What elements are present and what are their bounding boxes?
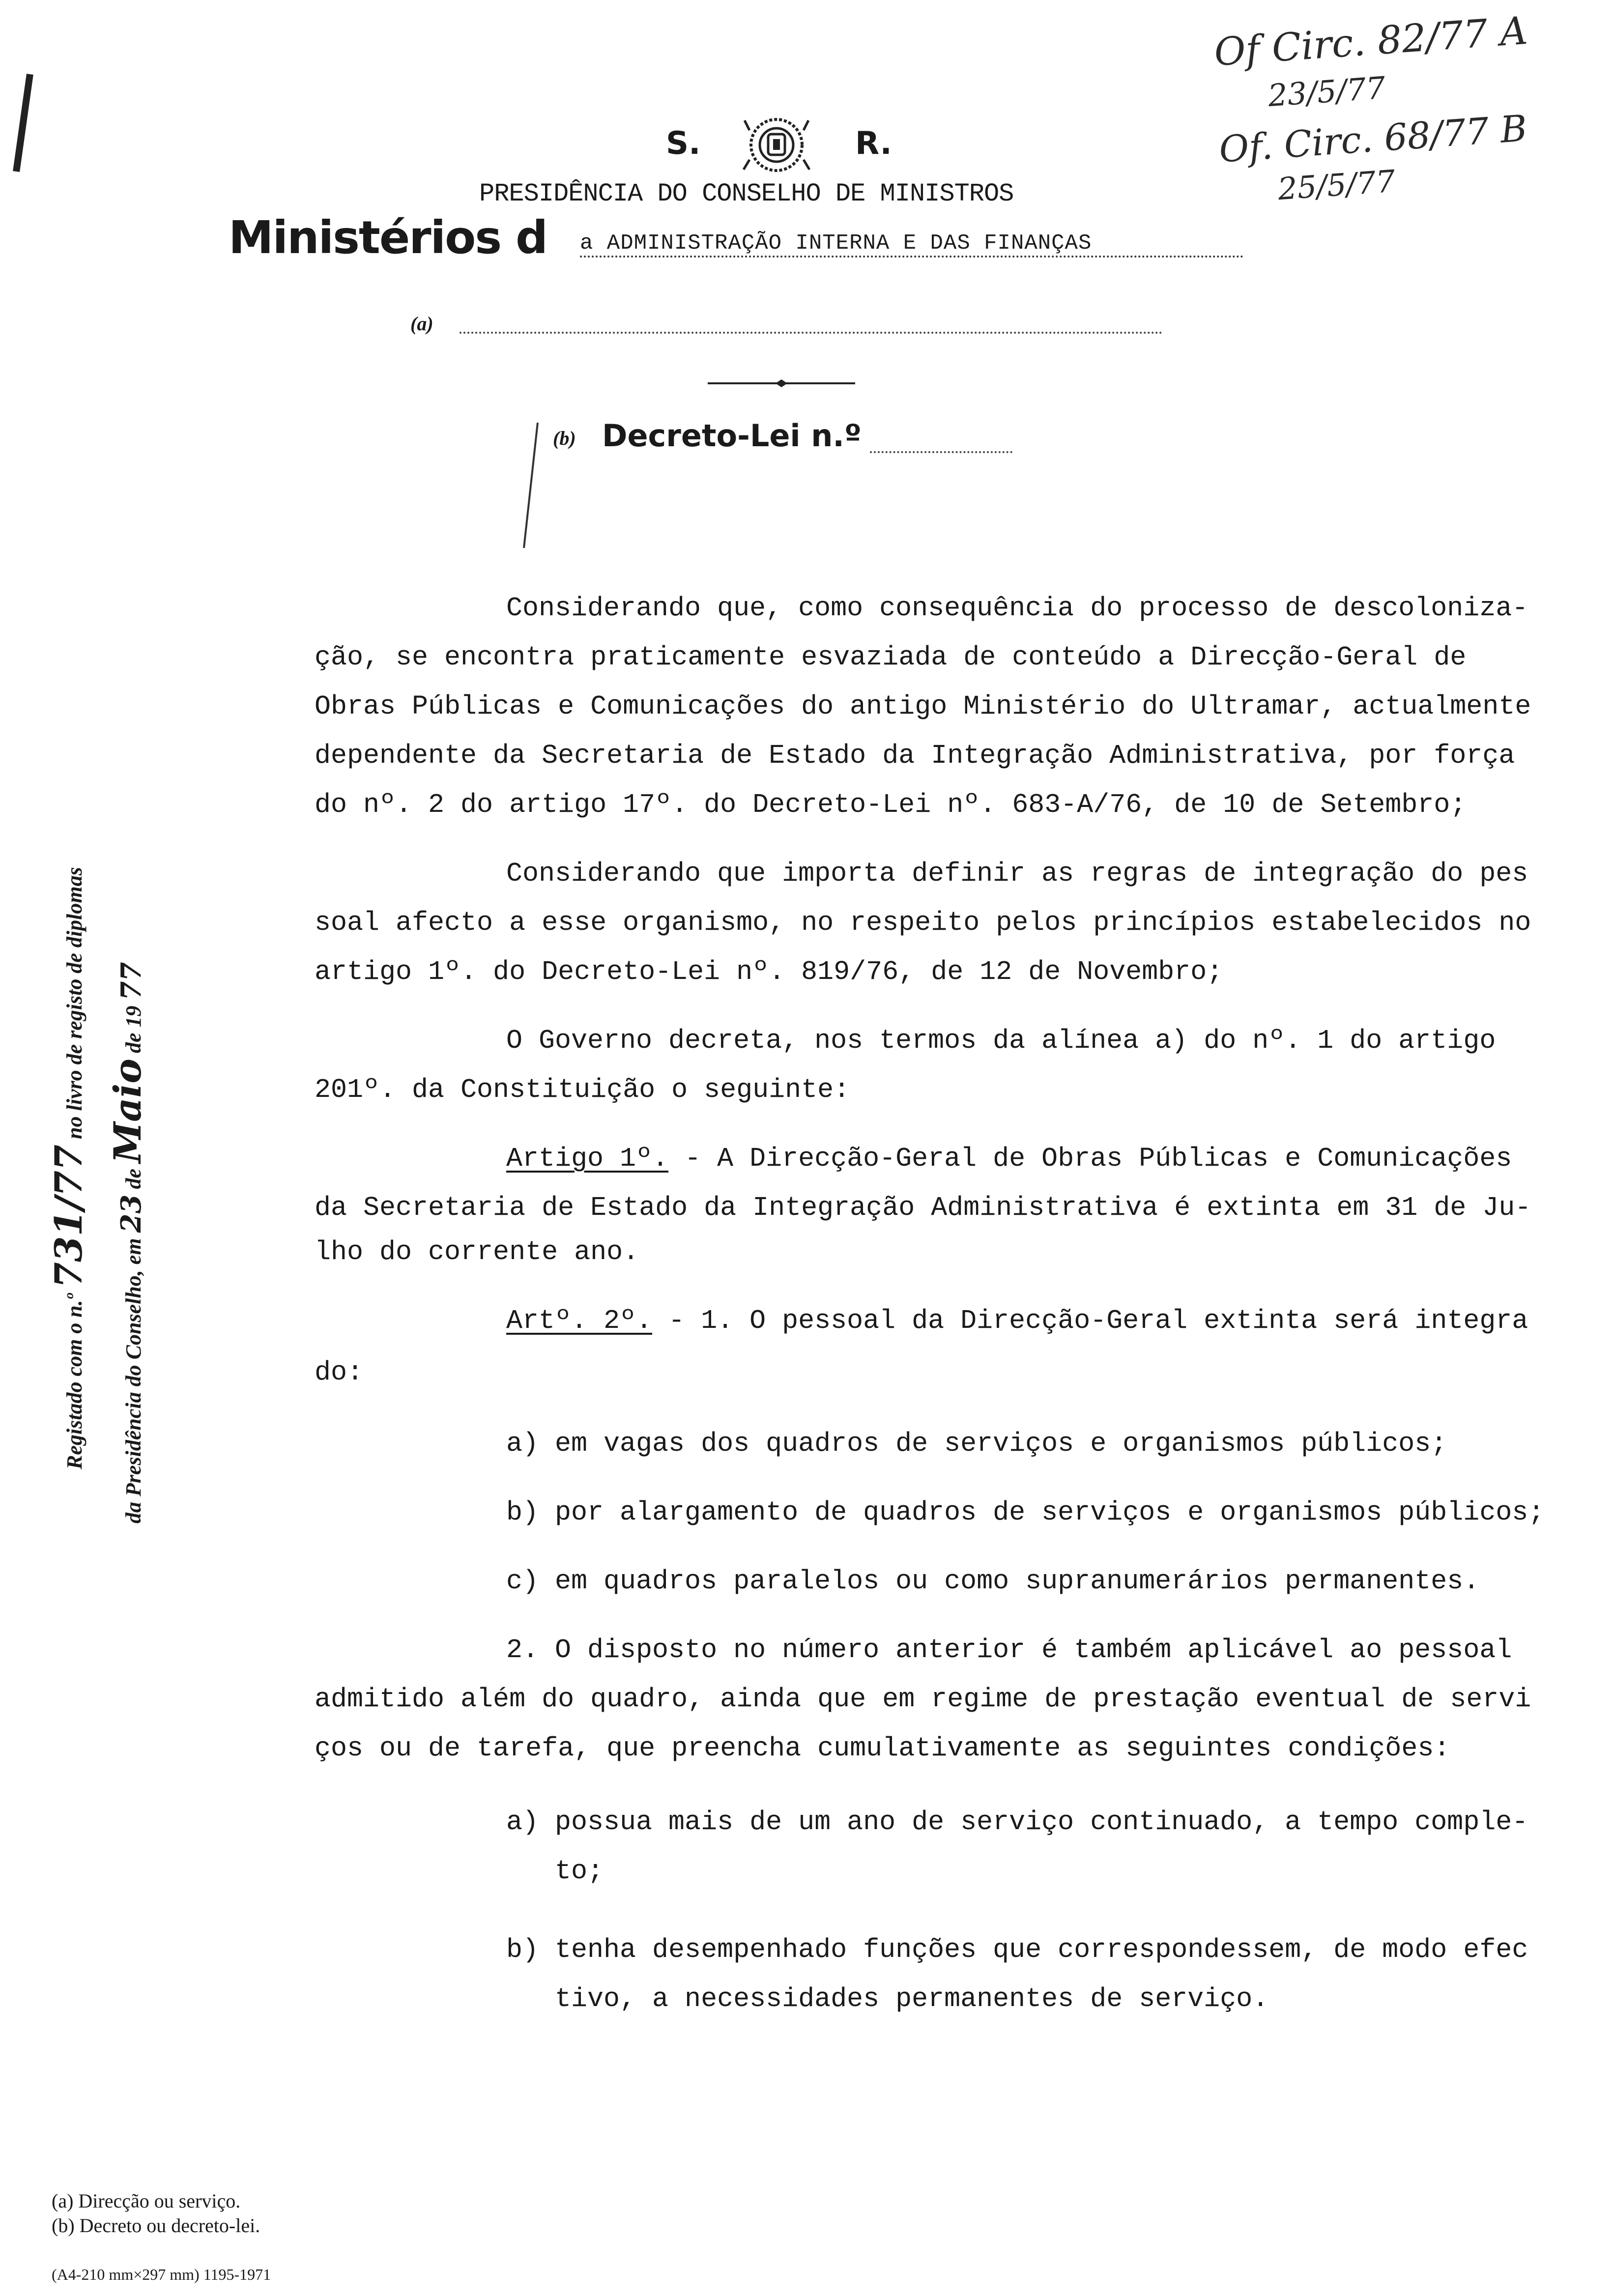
registration-month-handwritten: Maio	[106, 1059, 149, 1163]
para-n2-line1: 2. O disposto no número anterior é também aplicável ao pessoal	[506, 1635, 1512, 1665]
list2-item-b-line2: tivo, a necessidades permanentes de serviço.	[506, 1983, 1269, 2014]
handwritten-date-2: 25/5/77	[1276, 163, 1397, 207]
coat-of-arms-emblem	[740, 111, 813, 179]
footnote-a: (a) Direcção ou serviço.	[52, 2190, 241, 2212]
field-a-label: (a)	[410, 313, 433, 335]
registration-year-handwritten: 77	[115, 962, 147, 1001]
para3-line2: 201º. da Constituição o seguinte:	[315, 1074, 850, 1105]
para-n2-line2: admitido além do quadro, ainda que em regime de prestação eventual de servi	[315, 1684, 1531, 1715]
art1-line3: lho do corrente ano.	[315, 1236, 639, 1267]
letterhead-s: S.	[666, 125, 701, 162]
registration-number-handwritten: 731/77	[47, 1144, 90, 1289]
art2-line2: do:	[315, 1357, 364, 1388]
registration-note-line1	[47, 867, 90, 1469]
field-a-dotted-line	[460, 332, 1162, 334]
ornament-divider	[708, 378, 855, 388]
para2-line1: Considerando que importa definir as regras de integração do pes	[506, 858, 1528, 889]
edge-mark	[13, 74, 33, 172]
registration-text-4: de	[121, 1168, 145, 1189]
registration-text-5: de 19	[121, 1005, 145, 1054]
ministerios-fill: a ADMINISTRAÇÃO INTERNA E DAS FINANÇAS	[580, 231, 1243, 258]
handwritten-date-1: 23/5/77	[1267, 69, 1387, 114]
para2-line3: artigo 1º. do Decreto-Lei nº. 819/76, de 12 de Novembro;	[315, 956, 1223, 987]
art2-heading: Artº. 2º.	[506, 1305, 653, 1336]
list1-item-b: b) por alargamento de quadros de serviços e organismos públicos;	[506, 1497, 1545, 1528]
para1-line5: do nº. 2 do artigo 17º. do Decreto-Lei nº. 683-A/76, de 10 de Setembro;	[315, 789, 1467, 820]
letterhead-r: R.	[855, 125, 892, 162]
art2-text: - 1. O pessoal da Direcção-Geral extinta será integra	[652, 1305, 1528, 1336]
para-n2-line3: ços ou de tarefa, que preencha cumulativamente as seguintes condições:	[315, 1733, 1450, 1764]
para1-line1: Considerando que, como consequência do processo de descoloniza-	[506, 593, 1528, 624]
para2-line2: soal afecto a esse organismo, no respeito pelos princípios estabelecidos no	[315, 907, 1531, 938]
para1-line4: dependente da Secretaria de Estado da Integração Administrativa, por força	[315, 740, 1515, 771]
list1-item-a: a) em vagas dos quadros de serviços e organismos públicos;	[506, 1428, 1447, 1459]
art1-heading: Artigo 1º.	[506, 1143, 669, 1174]
decreto-bracket-mark	[521, 423, 541, 550]
list2-item-b-line1: b) tenha desempenhado funções que correspondessem, de modo efec	[506, 1934, 1528, 1965]
form-code: (A4-210 mm×297 mm) 1195-1971	[52, 2266, 271, 2283]
para1-line3: Obras Públicas e Comunicações do antigo Ministério do Ultramar, actualmente	[315, 691, 1531, 722]
art1-line1	[506, 1135, 1512, 1182]
para3-line1: O Governo decreta, nos termos da alínea a) do nº. 1 do artigo	[506, 1025, 1496, 1056]
decreto-label: Decreto-Lei n.º	[602, 418, 862, 454]
art2-line1	[506, 1297, 1528, 1345]
registration-text-3: da Presidência do Conselho, em	[121, 1238, 145, 1523]
handwritten-note-1: Of Circ. 82/77 A	[1212, 8, 1529, 75]
decreto-label-b: (b)	[553, 427, 576, 449]
footnote-b: (b) Decreto ou decreto-lei.	[52, 2214, 260, 2237]
decreto-number-dotted-line	[870, 451, 1012, 453]
list2-item-a-line1: a) possua mais de um ano de serviço continuado, a tempo comple-	[506, 1807, 1528, 1837]
para1-line2: ção, se encontra praticamente esvaziada de conteúdo a Direcção-Geral de	[315, 642, 1467, 673]
handwritten-note-2: Of. Circ. 68/77 B	[1217, 107, 1529, 171]
list1-item-c: c) em quadros paralelos ou como supranumerários permanentes.	[506, 1566, 1480, 1597]
art1-line2: da Secretaria de Estado da Integração Administrativa é extinta em 31 de Ju-	[315, 1192, 1531, 1223]
ministerios-label: Ministérios d	[229, 211, 547, 264]
registration-note-line2	[106, 962, 149, 1523]
presidencia-title: PRESIDÊNCIA DO CONSELHO DE MINISTROS	[479, 179, 1014, 208]
art1-text: - A Direcção-Geral de Obras Públicas e Comunicações	[668, 1143, 1512, 1174]
registration-text-2: no livro de registo de diplomas	[62, 867, 86, 1139]
registration-day-handwritten: 23	[115, 1194, 147, 1233]
registration-text-1: Registado com o n.º	[62, 1293, 86, 1469]
list2-item-a-line2: to;	[506, 1856, 604, 1887]
